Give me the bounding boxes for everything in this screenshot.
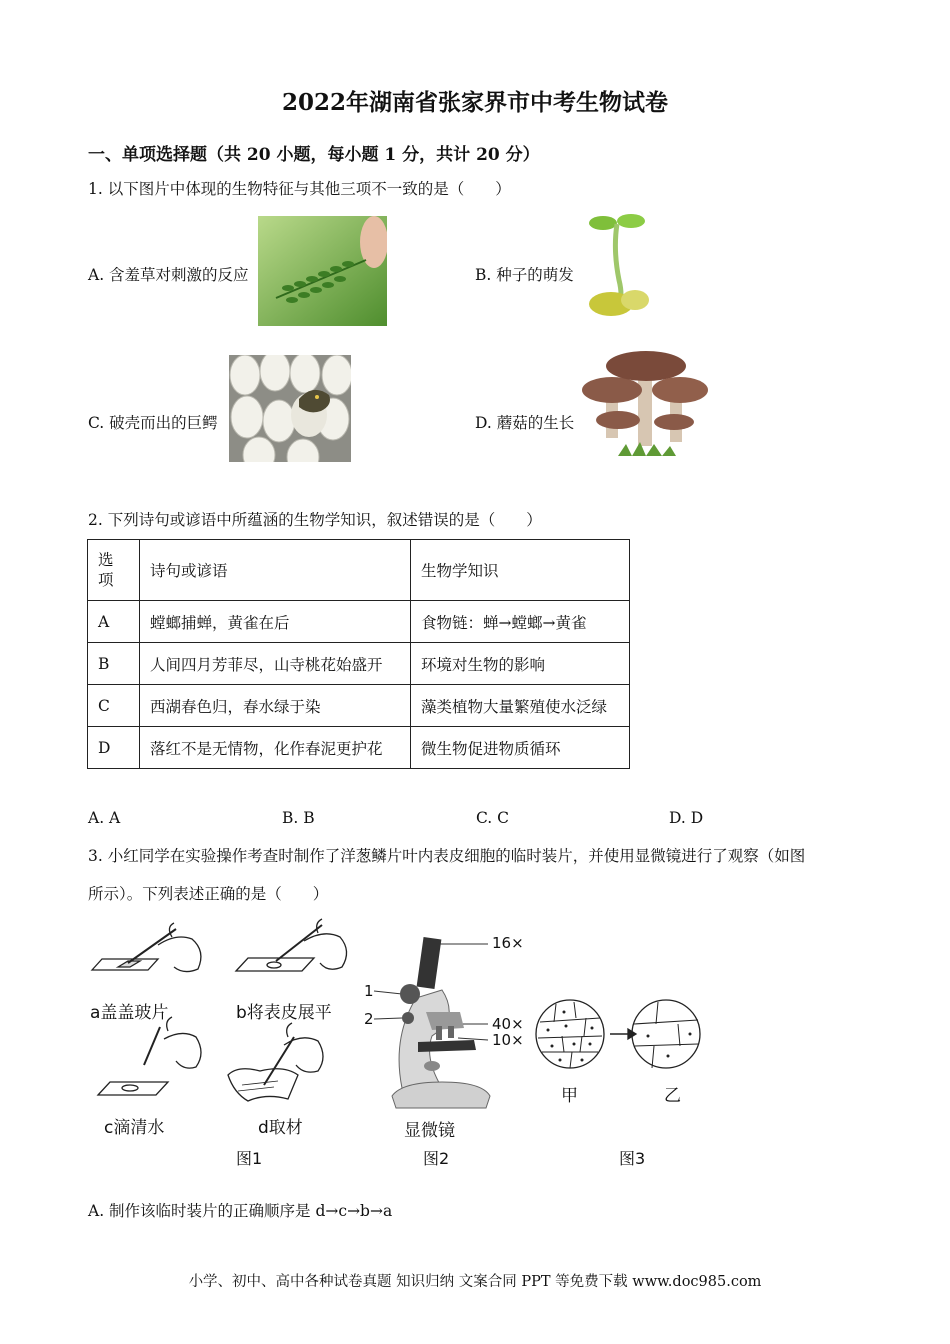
q2-answer-d: D. D	[669, 809, 704, 827]
microscope-label: 显微镜	[404, 1121, 455, 1141]
table-row	[88, 685, 630, 727]
section-heading: 一、单项选择题（共 20 小题，每小题 1 分，共计 20 分）	[88, 145, 540, 165]
objective-40-mag: 40×	[492, 1015, 524, 1033]
q3-stem-line1: 3. 小红同学在实验操作考查时制作了洋葱鳞片叶内表皮细胞的临时装片，并使用显微镜进行了观察（如图	[88, 847, 806, 865]
page-title: 2022年湖南省张家界市中考生物试卷	[281, 89, 668, 116]
row-knowledge: 藻类植物大量繁殖使水泛绿	[411, 685, 630, 727]
step-b-label: b将表皮展平	[236, 1003, 332, 1023]
q2-answer-c: C. C	[476, 809, 510, 827]
table-row	[88, 601, 630, 643]
q1-option-d: D. 蘑菇的生长	[475, 414, 575, 432]
figure-2-caption: 图2	[423, 1149, 450, 1168]
page-footer: 小学、初中、高中各种试卷真题 知识归纳 文案合同 PPT 等免费下载 www.doc985.com	[188, 1274, 762, 1290]
row-poem: 西湖春色归，春水绿于染	[140, 685, 411, 727]
q2-table	[87, 539, 630, 769]
table-row	[88, 727, 630, 769]
row-option: A	[88, 601, 140, 643]
step-c-label: c滴清水	[104, 1118, 165, 1138]
header-poem: 诗句或谚语	[140, 540, 411, 601]
row-option: B	[88, 643, 140, 685]
q3-stem-line2: 所示）。下列表述正确的是（ ）	[88, 885, 329, 903]
cell-view-jia-label: 甲	[561, 1086, 578, 1106]
q1-option-c: C. 破壳而出的巨鳄	[88, 414, 218, 432]
q2-answer-a: A. A	[88, 809, 121, 827]
step-d-label: d取材	[258, 1118, 303, 1138]
row-poem: 螳螂捕蝉，黄雀在后	[140, 601, 411, 643]
cell-view-yi-label: 乙	[664, 1086, 681, 1106]
eyepiece-mag: 16×	[492, 934, 524, 952]
seed-germination-image	[583, 210, 658, 322]
row-poem: 人间四月芳菲尽，山寺桃花始盛开	[140, 643, 411, 685]
header-knowledge: 生物学知识	[411, 540, 630, 601]
row-option: D	[88, 727, 140, 769]
header-option	[88, 540, 140, 601]
mimosa-image	[258, 216, 387, 326]
step-a-label: a盖盖玻片	[90, 1003, 169, 1023]
figure-3-caption: 图3	[619, 1149, 646, 1168]
row-poem: 落红不是无情物，化作春泥更护花	[140, 727, 411, 769]
mushroom-image	[578, 348, 710, 462]
row-knowledge: 微生物促进物质循环	[411, 727, 630, 769]
row-knowledge: 环境对生物的影响	[411, 643, 630, 685]
cell-views-figure	[534, 996, 702, 1074]
crocodile-hatching-image	[229, 355, 351, 462]
row-option: C	[88, 685, 140, 727]
q1-option-a: A. 含羞草对刺激的反应	[88, 266, 249, 284]
row-knowledge: 食物链：蝉→螳螂→黄雀	[411, 601, 630, 643]
figure-1-caption: 图1	[236, 1149, 263, 1168]
table-row	[88, 643, 630, 685]
q1-option-b: B. 种子的萌发	[475, 266, 574, 284]
microscope-part-2: 2	[364, 1010, 374, 1028]
q1-stem: 1. 以下图片中体现的生物特征与其他三项不一致的是（ ）	[88, 180, 511, 198]
table-header-row	[88, 540, 630, 601]
q3-option-a: A. 制作该临时装片的正确顺序是 d→c→b→a	[88, 1202, 393, 1220]
q2-answer-b: B. B	[282, 809, 315, 827]
objective-10-mag: 10×	[492, 1031, 524, 1049]
q2-stem: 2. 下列诗句或谚语中所蕴涵的生物学知识，叙述错误的是（ ）	[88, 511, 542, 529]
header-option-text: 选项	[98, 551, 114, 589]
microscope-part-1: 1	[364, 982, 374, 1000]
